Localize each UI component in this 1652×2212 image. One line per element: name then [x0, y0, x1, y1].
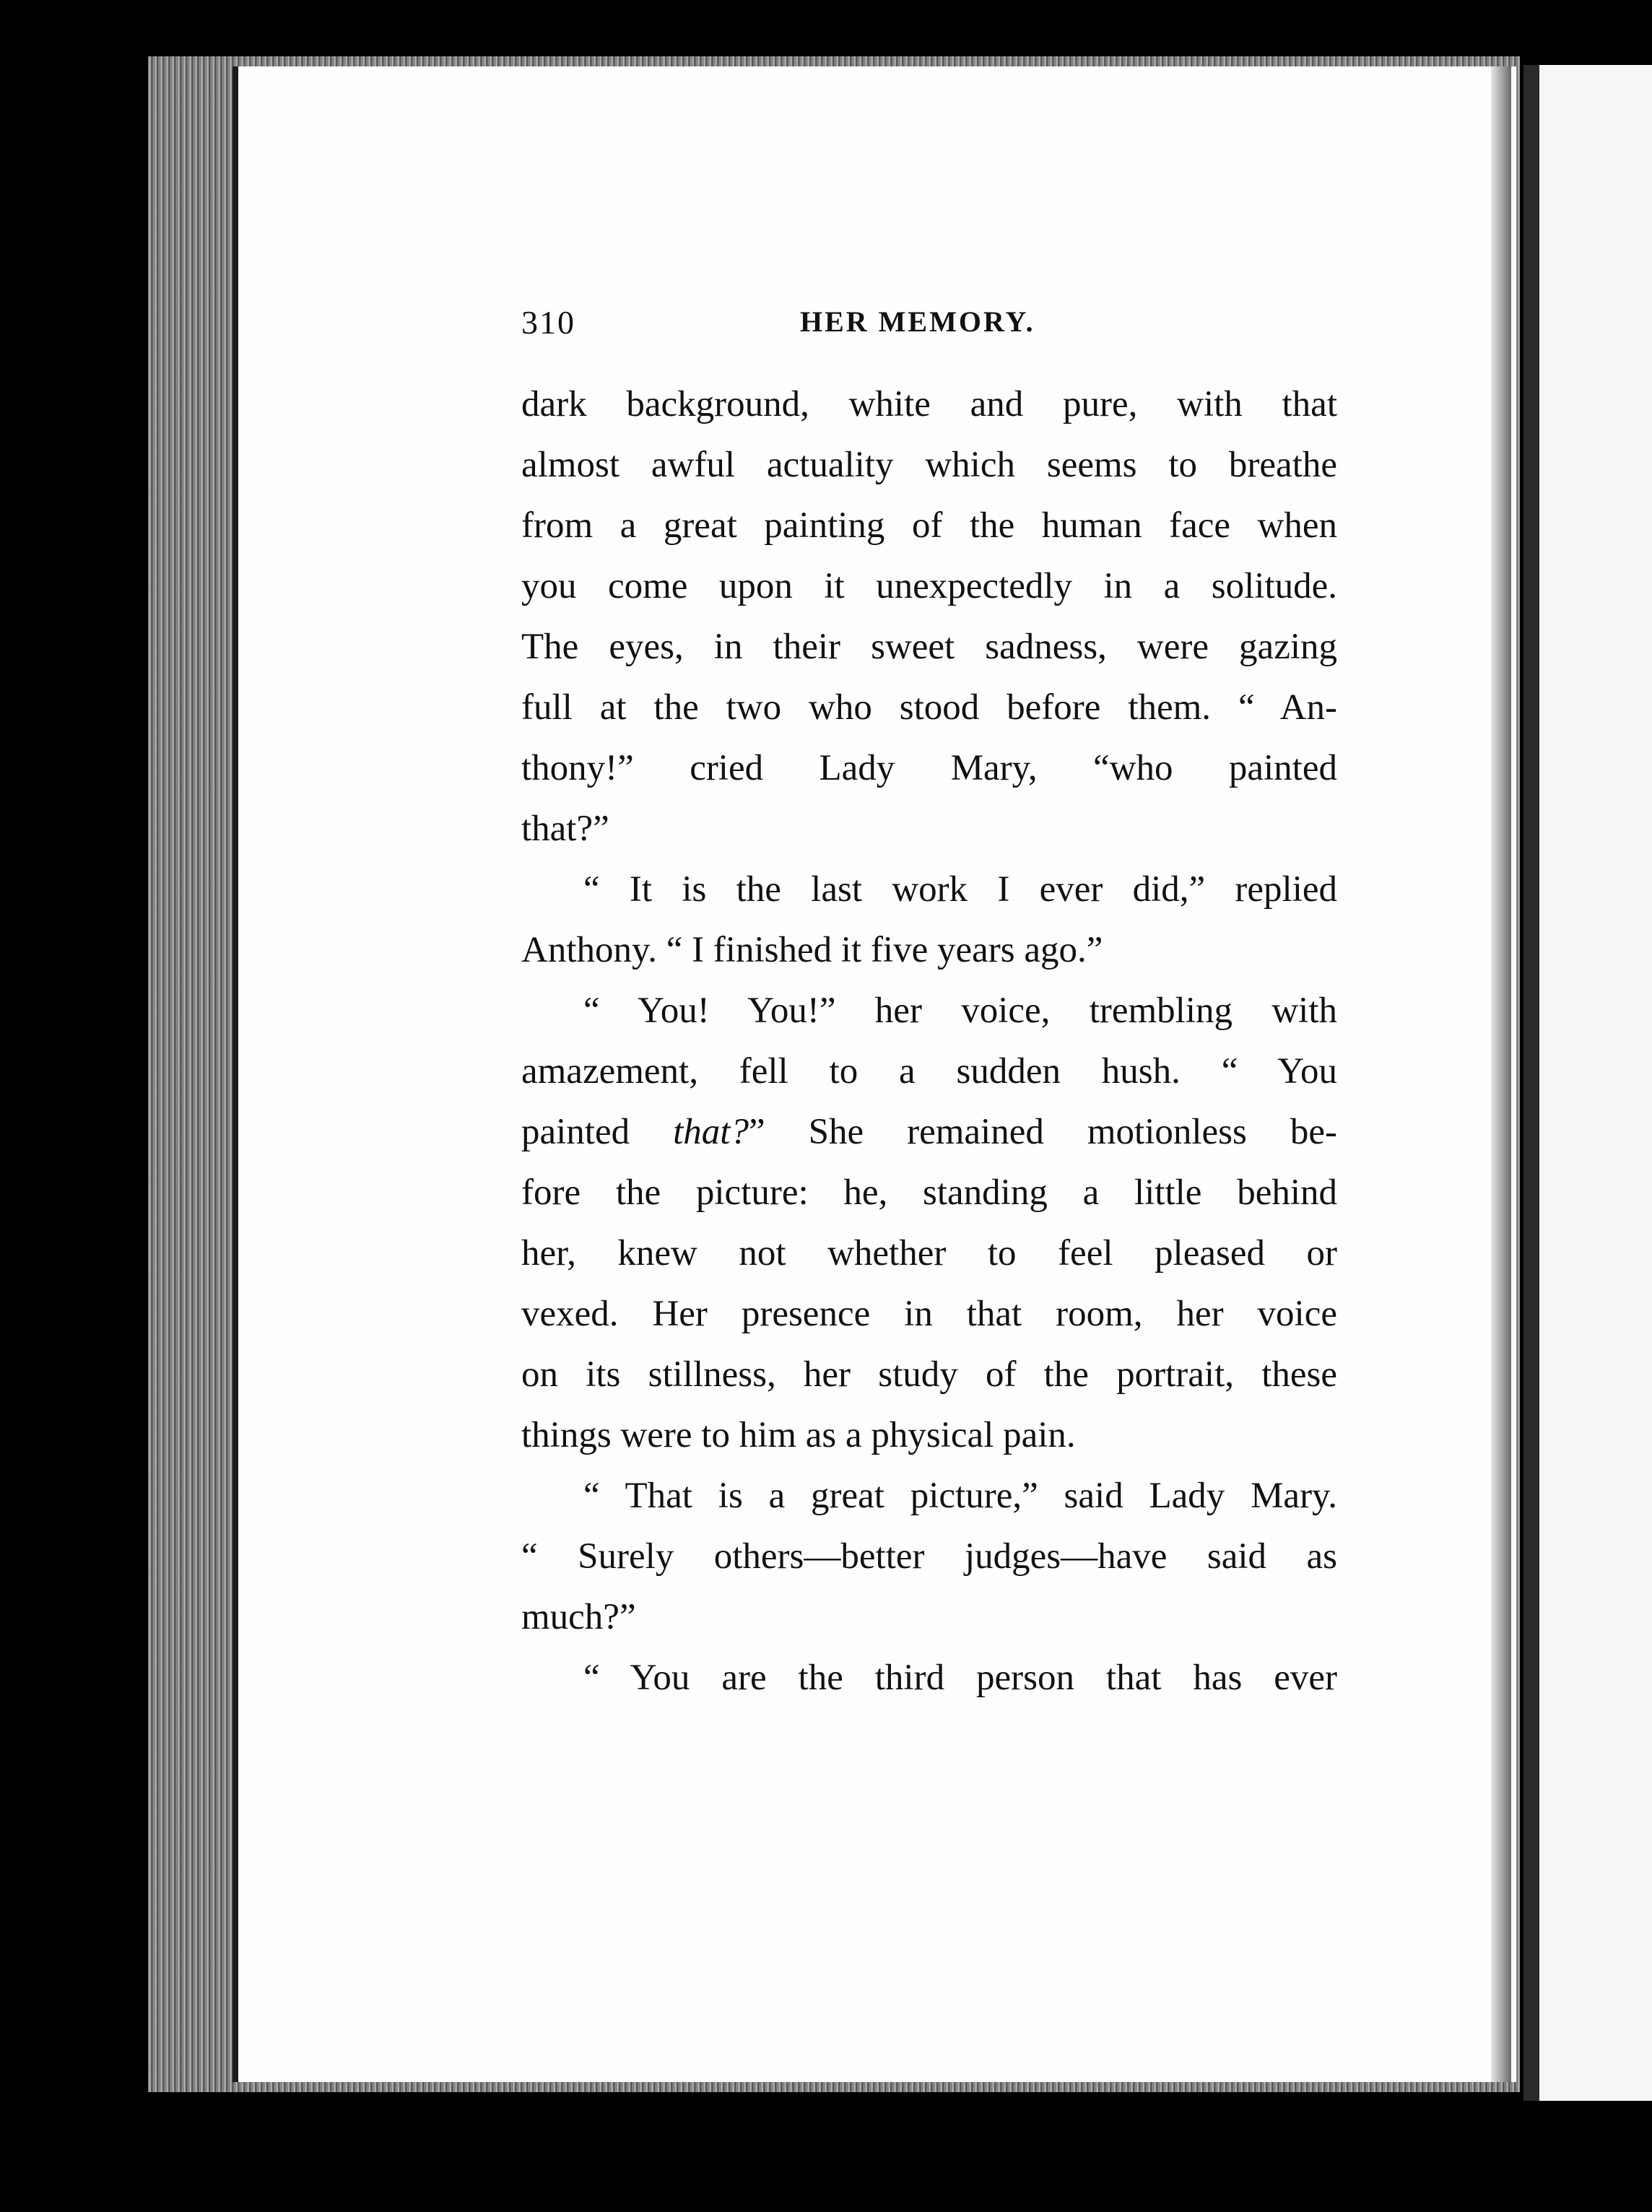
text-line: almost awful actuality which seems to breathe [521, 445, 1337, 485]
text-line: on its stillness, her study of the portrait, these [521, 1354, 1337, 1395]
text-line: “ You are the third person that has ever [583, 1658, 1337, 1698]
text-segment: ” She remained motionless be- [748, 1112, 1337, 1152]
facing-page [1523, 65, 1652, 2101]
text-line-with-italic [521, 1102, 1337, 1162]
text-line: things were to him as a physical pain. [521, 1415, 1076, 1455]
text-line: thony!” cried Lady Mary, “who painted [521, 748, 1337, 788]
italic-emphasis: that? [673, 1112, 749, 1152]
text-line: amazement, fell to a sudden hush. “ You [521, 1051, 1337, 1092]
text-line: Anthony. “ I finished it five years ago.” [521, 930, 1103, 970]
running-head: HER MEMORY. [800, 305, 1035, 338]
page-number: 310 [521, 304, 575, 341]
text-line: “ That is a great picture,” said Lady Mary. [583, 1476, 1337, 1516]
text-segment: painted [521, 1112, 674, 1152]
text-line: her, knew not whether to feel pleased or [521, 1233, 1337, 1273]
text-line: fore the picture: he, standing a little behind [521, 1172, 1337, 1213]
text-line: that?” [521, 809, 609, 849]
text-line: “ Surely others—better judges—have said as [521, 1536, 1337, 1577]
text-line: full at the two who stood before them. “ An- [521, 687, 1337, 728]
text-line: you come upon it unexpectedly in a solitude. [521, 566, 1337, 606]
text-line: The eyes, in their sweet sadness, were gazing [521, 627, 1337, 667]
text-line: vexed. Her presence in that room, her voice [521, 1294, 1337, 1334]
page-header [521, 303, 1336, 347]
text-line: dark background, white and pure, with that [521, 384, 1337, 424]
text-line: much?” [521, 1597, 636, 1637]
body-text [521, 374, 1337, 1708]
text-line: from a great painting of the human face when [521, 505, 1337, 546]
text-line: “ It is the last work I ever did,” replied [583, 869, 1337, 910]
text-line: “ You! You!” her voice, trembling with [583, 990, 1337, 1031]
page-gutter-shadow [1491, 66, 1511, 2082]
